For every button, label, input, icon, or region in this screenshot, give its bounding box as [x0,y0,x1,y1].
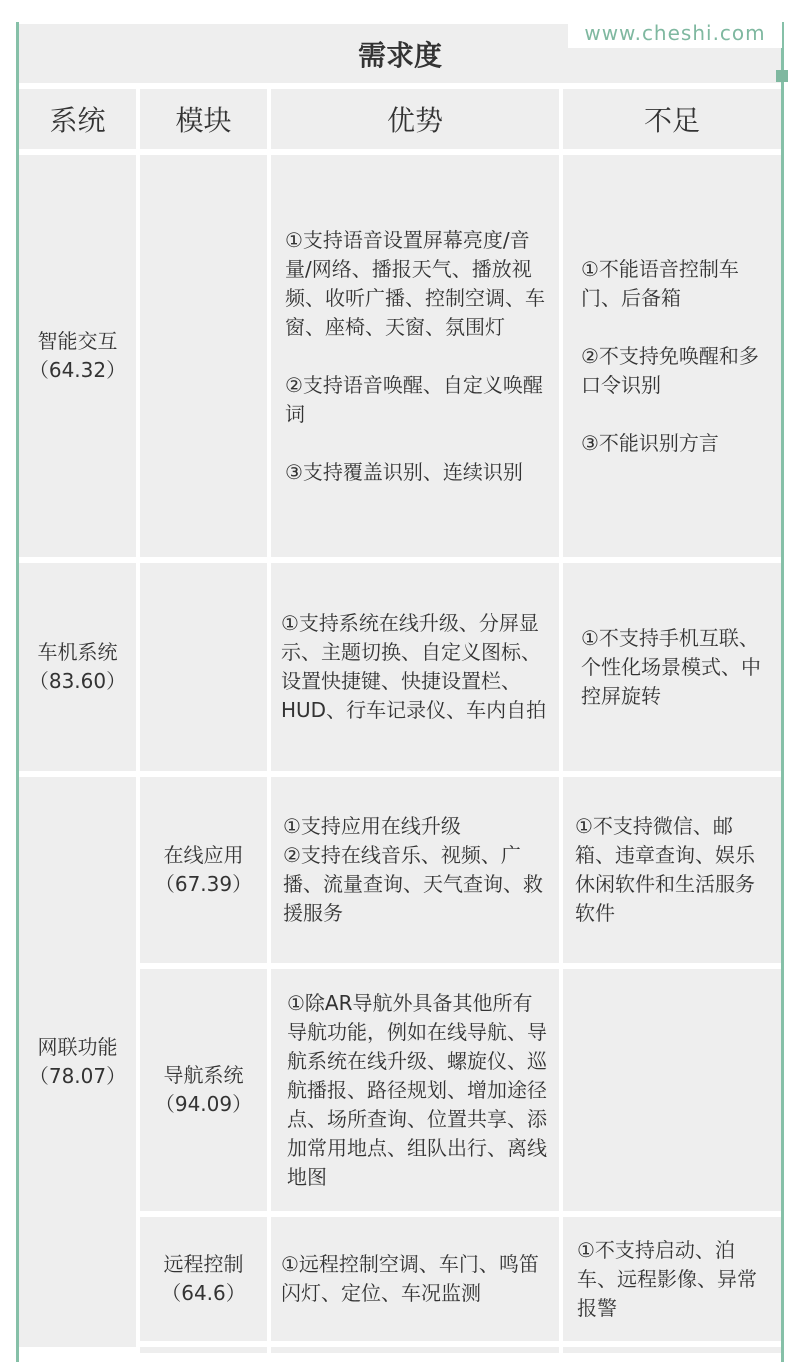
advantage-item: ②支持在线音乐、视频、广播、流量查询、天气查询、救援服务 [283,843,543,925]
shortcoming-cell-online-apps [563,777,781,963]
module-score: （94.09） [154,1092,253,1116]
system-score: （83.60） [28,669,127,693]
advantage-item: ①除AR导航外具备其他所有导航功能，例如在线导航、导航系统在线升级、螺旋仪、巡航播报、路径规划、增加途径点、场所查询、位置共享、添加常用地点、组队出行、离线地图 [287,990,547,1189]
system-cell-connected [19,777,136,1347]
module-score: （67.39） [154,872,253,896]
system-score: （78.07） [28,1064,127,1088]
advantage-item: ③支持覆盖识别、连续识别 [285,459,523,484]
advantage-cell-interaction [271,155,559,557]
system-cell-interaction [19,155,136,557]
shortcoming-item: ①不支持微信、邮箱、违章查询、娱乐休闲软件和生活服务软件 [575,814,755,925]
module-score: （64.6） [161,1281,246,1305]
shortcoming-cell-interaction [563,155,781,557]
header-module: 模块 [140,89,267,149]
module-name: 在线应用 [163,843,244,867]
advantage-item: ①支持应用在线升级 [283,814,461,838]
shortcoming-item: ①不支持手机互联、个性化场景模式、中控屏旋转 [581,625,761,708]
header-advantage: 优势 [271,89,559,149]
module-cell-empty [140,155,267,557]
advantage-item: ①支持系统在线升级、分屏显示、主题切换、自定义图标、设置快捷键、快捷设置栏、HUD、行车记录仪、车内自拍 [281,611,547,722]
shortcoming-cell-infotainment [563,563,781,771]
shortcoming-item: ③不能识别方言 [581,430,719,455]
shortcoming-item: ①不支持启动、泊车、远程影像、异常报警 [577,1237,757,1320]
next-row-advantage-cell [271,1347,559,1353]
advantage-item: ①支持语音设置屏幕亮度/音量/网络、播报天气、播放视频、收听广播、控制空调、车窗、座椅、天窗、氛围灯 [285,227,545,339]
shortcoming-item: ②不支持免唤醒和多口令识别 [581,343,759,397]
next-row-shortcoming-cell [563,1347,781,1353]
system-name: 车机系统 [37,640,118,664]
module-cell-empty [140,563,267,771]
advantage-cell-online-apps [271,777,559,963]
advantage-item: ②支持语音唤醒、自定义唤醒词 [285,372,543,426]
system-name: 智能交互 [37,329,118,353]
system-name: 网联功能 [37,1035,118,1059]
watermark-text: www.cheshi.com [568,18,782,48]
system-cell-infotainment [19,563,136,771]
watermark-square-icon [776,70,788,82]
module-cell-online-apps [140,777,267,963]
shortcoming-cell-remote [563,1217,781,1341]
next-row-module-cell [140,1347,267,1353]
shortcoming-item: ①不能语音控制车门、后备箱 [581,256,739,310]
advantage-cell-remote [271,1217,559,1341]
advantage-cell-infotainment [271,563,559,771]
table-title: 需求度 [357,38,442,72]
header-shortcoming: 不足 [563,89,781,149]
module-cell-navigation [140,969,267,1211]
module-name: 远程控制 [163,1252,244,1276]
module-name: 导航系统 [163,1063,244,1087]
system-score: （64.32） [28,358,127,382]
module-cell-remote [140,1217,267,1341]
header-system: 系统 [19,89,136,149]
advantage-item: ①远程控制空调、车门、鸣笛闪灯、定位、车况监测 [281,1252,539,1305]
shortcoming-cell-navigation [563,969,781,1211]
advantage-cell-navigation [271,969,559,1211]
